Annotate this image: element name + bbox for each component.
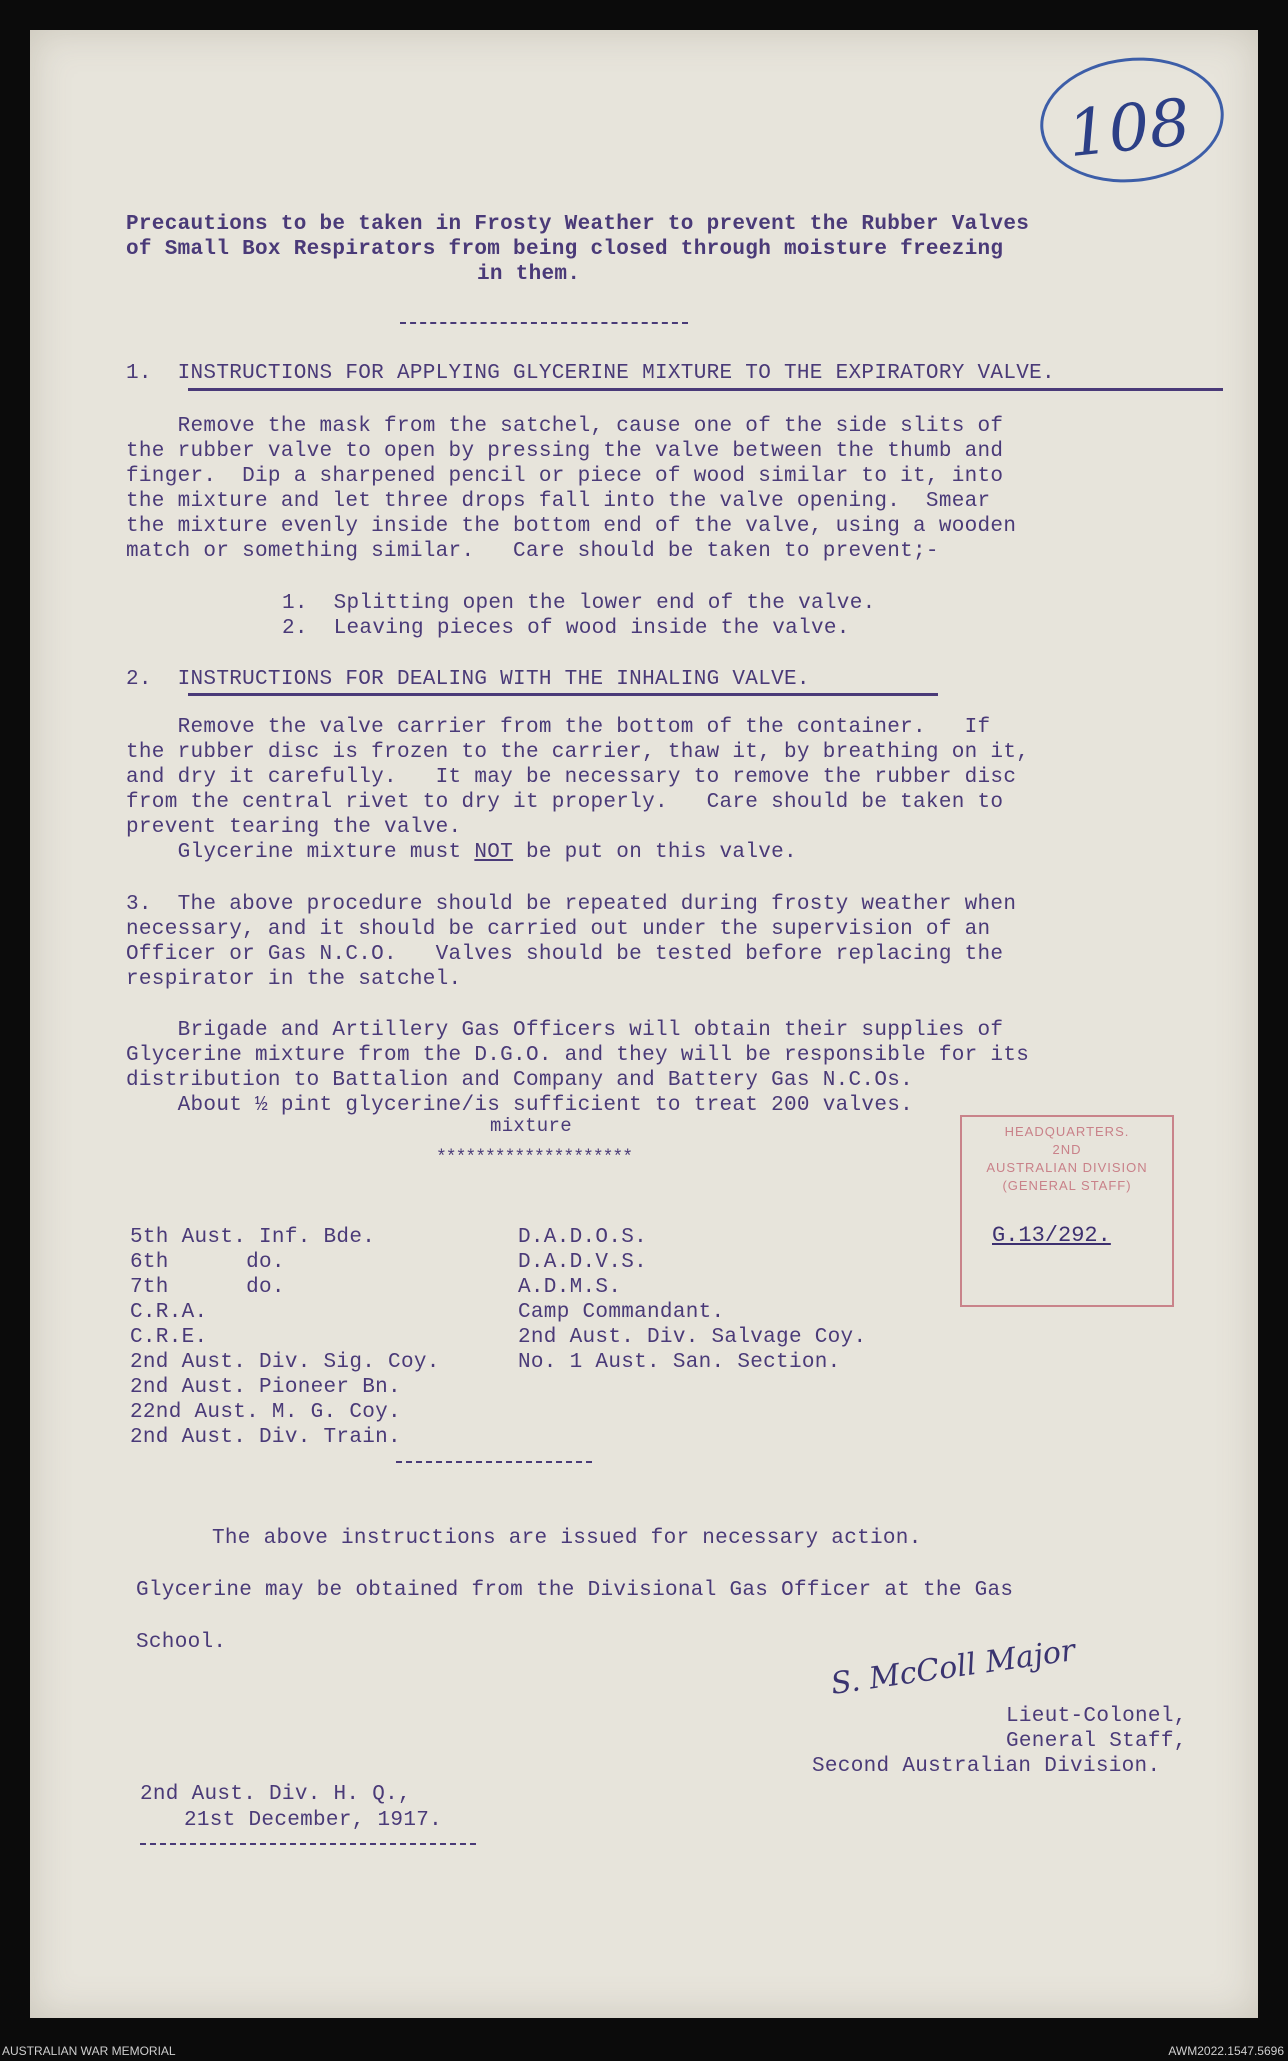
dist-right-1: D.A.D.O.S.: [518, 1226, 648, 1249]
section-2-heading-underline: [188, 693, 938, 696]
signature-division: Second Australian Division.: [812, 1755, 1161, 1778]
stamp-line-1: HEADQUARTERS.: [1004, 1124, 1130, 1139]
handwritten-signature: S. McColl Major: [828, 1633, 1078, 1702]
dist-right-6: No. 1 Aust. San. Section.: [518, 1351, 841, 1374]
dist-right-3: A.D.M.S.: [518, 1276, 622, 1299]
hq-line: 2nd Aust. Div. H. Q.,: [140, 1783, 411, 1806]
brigade-line-3: distribution to Battalion and Company and Battery Gas N.C.Os.: [126, 1069, 914, 1092]
dist-right-5: 2nd Aust. Div. Salvage Coy.: [518, 1326, 867, 1349]
section-2-heading: 2. INSTRUCTIONS FOR DEALING WITH THE INHALING VALVE.: [126, 668, 810, 691]
brigade-line-2: Glycerine mixture from the D.G.O. and they will be responsible for its: [126, 1044, 1030, 1067]
stamp-line-4: (GENERAL STAFF): [1002, 1178, 1132, 1193]
sec1-item-1: 1. Splitting open the lower end of the valve.: [282, 592, 876, 615]
sec1-item-2: 2. Leaving pieces of wood inside the valve.: [282, 617, 850, 640]
dist-right-2: D.A.D.V.S.: [518, 1251, 648, 1274]
title-line-2: of Small Box Respirators from being closed through moisture freezing: [126, 238, 1004, 261]
sec2-line-1: Remove the valve carrier from the bottom of the container. If: [126, 716, 991, 739]
dist-left-6: 2nd Aust. Div. Sig. Coy.: [130, 1351, 440, 1374]
section-1-heading: 1. INSTRUCTIONS FOR APPLYING GLYCERINE MIXTURE TO THE EXPIRATORY VALVE.: [126, 362, 1055, 385]
stamp-line-2: 2ND: [1052, 1142, 1082, 1157]
sec2-line-2: the rubber disc is frozen to the carrier, thaw it, by breathing on it,: [126, 741, 1030, 764]
sec2-glycerine-line: Glycerine mixture must NOT be put on this valve.: [126, 841, 797, 864]
title-line-3: in them.: [477, 263, 581, 286]
dist-left-2: 6th do.: [130, 1251, 285, 1274]
distribution-divider: [396, 1461, 592, 1463]
sec3-line-3: Officer or Gas N.C.O. Valves should be tested before replacing the: [126, 943, 1004, 966]
sec1-line-1: Remove the mask from the satchel, cause one of the side slits of: [126, 415, 1004, 438]
mixture-insert: mixture: [490, 1115, 572, 1137]
date-line: 21st December, 1917.: [184, 1809, 443, 1832]
closing-line-2: Glycerine may be obtained from the Divisional Gas Officer at the Gas: [136, 1579, 1014, 1602]
date-divider: [140, 1843, 476, 1845]
sec1-line-3: finger. Dip a sharpened pencil or piece of wood similar to it, into: [126, 465, 1004, 488]
headquarters-stamp: [960, 1115, 1174, 1307]
dist-left-5: C.R.E.: [130, 1326, 208, 1349]
closing-line-1: The above instructions are issued for necessary action.: [212, 1527, 922, 1550]
closing-line-3: School.: [136, 1631, 227, 1654]
sec3-line-2: necessary, and it should be carried out under the supervision of an: [126, 918, 991, 941]
stamp-line-3: AUSTRALIAN DIVISION: [986, 1160, 1148, 1175]
title-line-1: Precautions to be taken in Frosty Weather to prevent the Rubber Valves: [126, 213, 1030, 236]
signature-rank: Lieut-Colonel,: [1006, 1705, 1187, 1728]
title-divider: [400, 322, 688, 324]
dist-left-7: 2nd Aust. Pioneer Bn.: [130, 1376, 401, 1399]
dist-left-1: 5th Aust. Inf. Bde.: [130, 1226, 376, 1249]
sec2-line-5: prevent tearing the valve.: [126, 816, 462, 839]
signature-role: General Staff,: [1006, 1730, 1187, 1753]
dist-right-4: Camp Commandant.: [518, 1301, 725, 1324]
dist-left-3: 7th do.: [130, 1276, 285, 1299]
sec1-line-2: the rubber valve to open by pressing the valve between the thumb and: [126, 440, 1004, 463]
dist-left-4: C.R.A.: [130, 1301, 208, 1324]
section-1-heading-underline: [188, 388, 1223, 391]
stars-divider: ********************: [436, 1148, 633, 1168]
sec3-line-1: 3. The above procedure should be repeated during frosty weather when: [126, 893, 1017, 916]
footer-accession: AWM2022.1547.5696: [1168, 2044, 1284, 2058]
sec1-line-5: the mixture evenly inside the bottom end of the valve, using a wooden: [126, 515, 1017, 538]
brigade-line-4: About ½ pint glycerine/is sufficient to treat 200 valves.: [126, 1094, 914, 1117]
dist-left-9: 2nd Aust. Div. Train.: [130, 1426, 401, 1449]
footer-source: AUSTRALIAN WAR MEMORIAL: [2, 2044, 176, 2058]
stamp-reference: G.13/292.: [992, 1223, 1111, 1248]
folio-number: 108: [1064, 85, 1194, 173]
brigade-line-1: Brigade and Artillery Gas Officers will obtain their supplies of: [126, 1019, 1004, 1042]
sec3-line-4: respirator in the satchel.: [126, 968, 462, 991]
sec1-line-4: the mixture and let three drops fall into the valve opening. Smear: [126, 490, 991, 513]
sec2-line-4: from the central rivet to dry it properly. Care should be taken to: [126, 791, 1004, 814]
not-emphasis: NOT: [474, 841, 514, 864]
dist-left-8: 22nd Aust. M. G. Coy.: [130, 1401, 401, 1424]
sec2-line-3: and dry it carefully. It may be necessary to remove the rubber disc: [126, 766, 1017, 789]
sec1-line-6: match or something similar. Care should be taken to prevent;-: [126, 540, 939, 563]
